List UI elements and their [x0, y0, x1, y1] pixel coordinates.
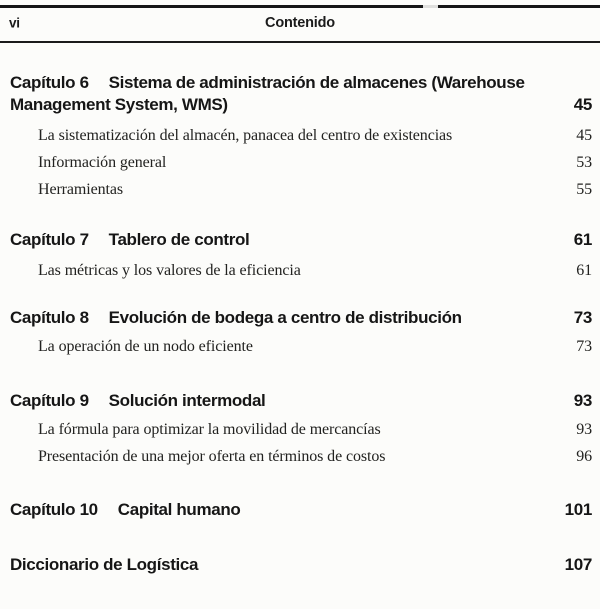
- chapter-heading: [10, 390, 558, 412]
- toc-entry-chapter-9: [10, 390, 592, 412]
- chapter-title: Evolución de bodega a centro de distribución: [108, 308, 462, 327]
- toc-sub-entry: [38, 122, 592, 149]
- back-matter-title: [10, 554, 558, 576]
- chapter-9-subentries: [38, 416, 592, 470]
- sub-entry-title: La fórmula para optimizar la movilidad de mercancías: [38, 421, 381, 438]
- chapter-heading: [10, 229, 558, 251]
- chapter-page-number: 73: [573, 308, 592, 327]
- chapter-heading: [10, 499, 558, 521]
- header-rule: [0, 41, 600, 43]
- running-head-title: Contenido: [265, 14, 335, 31]
- toc-entry-chapter-6: [10, 72, 592, 116]
- toc-entry-dictionary: [10, 554, 592, 576]
- sub-entry-title: Herramientas: [38, 181, 123, 198]
- chapter-8-subentries: [38, 333, 592, 360]
- chapter-page-number: 61: [573, 230, 592, 249]
- sub-entry-page-number: 45: [576, 127, 592, 144]
- toc-sub-entry: [38, 333, 592, 360]
- back-matter-title-text: Diccionario de Logística: [10, 555, 199, 574]
- toc-sub-entry: [38, 443, 592, 470]
- sub-entry-page-number: 61: [576, 262, 592, 279]
- sub-entry-page-number: 96: [576, 448, 592, 465]
- sub-entry-title: La operación de un nodo eficiente: [38, 338, 253, 355]
- chapter-heading: [10, 307, 558, 329]
- toc-sub-entry: [38, 257, 592, 284]
- sub-entry-title: Información general: [38, 154, 167, 171]
- toc-entry-chapter-7: [10, 229, 592, 251]
- running-head: [0, 8, 600, 38]
- chapter-page-number: 93: [573, 391, 592, 410]
- sub-entry-title: La sistematización del almacén, panacea del centro de existencias: [38, 127, 453, 144]
- sub-entry-page-number: 53: [576, 154, 592, 171]
- sub-entry-page-number: 93: [576, 421, 592, 438]
- toc-entry-chapter-10: [10, 499, 592, 521]
- sub-entry-page-number: 55: [576, 181, 592, 198]
- chapter-title: Tablero de control: [108, 230, 250, 249]
- toc-entry-chapter-8: [10, 307, 592, 329]
- chapter-page-number: 101: [564, 500, 592, 519]
- back-matter-page-number: 107: [564, 555, 592, 574]
- toc-sub-entry: [38, 416, 592, 443]
- chapter-label: Capítulo 10: [10, 500, 98, 519]
- sub-entry-title: Presentación de una mejor oferta en términos de costos: [38, 448, 386, 465]
- toc-sub-entry: [38, 176, 592, 203]
- chapter-heading: [10, 72, 558, 116]
- chapter-title: Sistema de administración de almacenes (Warehouse Management System, WMS): [10, 73, 525, 114]
- chapter-title: Capital humano: [117, 500, 241, 519]
- sub-entry-title: Las métricas y los valores de la eficiencia: [38, 262, 301, 279]
- chapter-7-subentries: [38, 257, 592, 284]
- chapter-title: Solución intermodal: [108, 391, 266, 410]
- chapter-6-subentries: [38, 122, 592, 203]
- chapter-label: Capítulo 9: [10, 391, 89, 410]
- folio-page-number: vi: [9, 15, 20, 31]
- sub-entry-page-number: 73: [576, 338, 592, 355]
- chapter-label: Capítulo 7: [10, 230, 89, 249]
- toc-sub-entry: [38, 149, 592, 176]
- chapter-label: Capítulo 8: [10, 308, 89, 327]
- chapter-label: Capítulo 6: [10, 73, 89, 92]
- chapter-page-number: 45: [573, 95, 592, 114]
